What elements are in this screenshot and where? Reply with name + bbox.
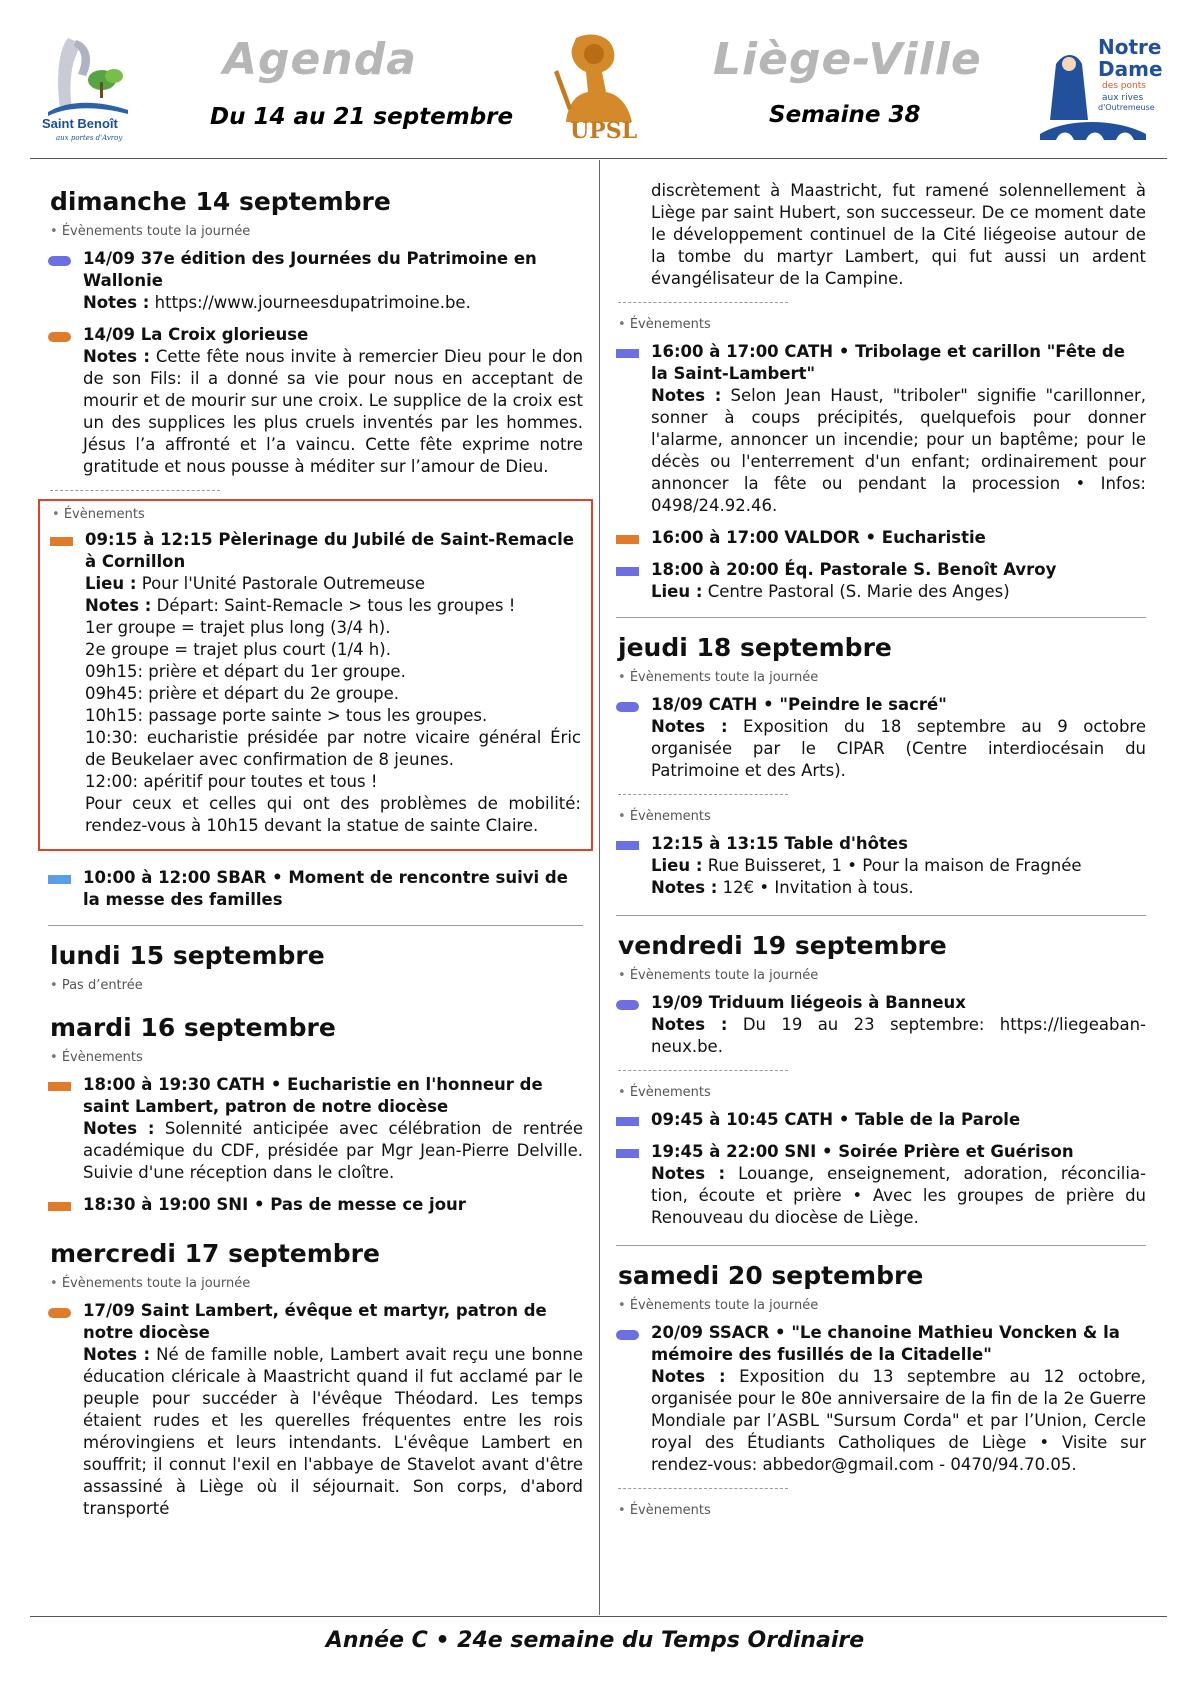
event-notes: 12€ • Invitation à tous. <box>722 878 914 897</box>
notes-label: Notes : <box>651 878 718 897</box>
divider <box>618 302 788 303</box>
notes-line: 12:00: apéritif pour toutes et tous ! <box>85 772 378 791</box>
calendar-marker-icon <box>616 349 639 358</box>
footer-rule <box>30 1616 1167 1617</box>
day-friday <box>616 930 1146 1246</box>
event-notes-continued: discrètement à Maastricht, fut ramené solennellement à Liège par saint Hubert, son successeur. De ce moment date le développement continuel de la Cité liégeoise autour de la tombe du martyr Lambert, qui fut aussi un ardent évangélisateur de la Campine. <box>651 181 1146 288</box>
day-title: vendredi 19 septembre <box>618 931 947 960</box>
calendar-marker-icon <box>48 1082 71 1091</box>
section-all-day: • Évènements toute la journée <box>618 968 1146 984</box>
event-title: 19:45 à 22:00 SNI • Soirée Prière et Guérison <box>651 1142 1074 1161</box>
notes-line: Pour ceux et celles qui ont des problèmes de mobilité: rendez-vous à 10h15 devant la statue de sainte Claire. <box>85 794 581 835</box>
highlighted-event-box <box>38 499 593 851</box>
svg-text:Dame: Dame <box>1098 57 1163 81</box>
section-events: • Évènements <box>52 507 581 523</box>
section-events: • Évènements <box>50 1050 583 1066</box>
section-events: • Évènements <box>618 1503 1146 1519</box>
notes-line: 2e groupe = trajet plus court (1/4 h). <box>85 640 391 659</box>
header-title-right: Liège-Ville <box>713 34 982 85</box>
notes-line: 1er groupe = trajet plus long (3/4 h). <box>85 618 391 637</box>
left-column <box>48 160 583 1520</box>
day-separator <box>616 1245 1146 1246</box>
upsl-logo <box>536 30 656 146</box>
svg-text:UPSL: UPSL <box>570 118 638 144</box>
saint-benoit-logo <box>38 30 134 148</box>
event-item[interactable] <box>616 1322 1146 1476</box>
divider <box>618 1488 788 1489</box>
notes-label: Notes : <box>85 596 152 615</box>
event-item[interactable] <box>616 992 1146 1058</box>
section-events: • Évènements <box>618 1085 1146 1101</box>
calendar-marker-icon <box>48 256 71 266</box>
calendar-marker-icon <box>48 332 71 342</box>
calendar-marker-icon <box>50 537 73 546</box>
event-item[interactable] <box>616 1141 1146 1229</box>
calendar-marker-icon <box>616 1117 639 1126</box>
event-item[interactable] <box>48 248 583 314</box>
event-title: 14/09 37e édition des Journées du Patrimoine en Wallonie <box>83 249 537 290</box>
svg-text:aux portes d'Avroy: aux portes d'Avroy <box>56 134 123 142</box>
calendar-marker-icon <box>48 1308 71 1318</box>
section-all-day: • Évènements toute la journée <box>50 1276 583 1292</box>
event-item[interactable] <box>48 324 583 478</box>
notes-label: Notes : <box>83 293 150 312</box>
section-all-day: • Évènements toute la journée <box>50 224 583 240</box>
event-notes: Né de famille noble, Lambert avait reçu une bonne éducation cléricale à Maastricht quand il fut acclamé par le peuple pour succéder à l'évêque Théodard. Les temps étaient rudes et les querelles fréquentes entre les rois mérovingiens et leurs intendants. L'évêque Lambert en souffrit; il connut l'exil en l'abbaye de Stavelot avant d'être assassiné à Liège où il séjournait. Son corps, d'abord transporté <box>83 1345 584 1518</box>
calendar-marker-icon <box>616 567 639 576</box>
section-all-day: • Évènements toute la journée <box>618 670 1146 686</box>
column-separator <box>599 160 600 1615</box>
divider <box>50 490 220 491</box>
notes-line: 09h15: prière et départ du 1er groupe. <box>85 662 406 681</box>
day-title: samedi 20 septembre <box>618 1261 924 1290</box>
calendar-marker-icon <box>48 875 71 884</box>
event-title: 10:00 à 12:00 SBAR • Moment de rencontre suivi de la messe des familles <box>83 868 568 909</box>
notes-line: 10:30: eucharistie présidée par notre vicaire général Éric de Beukelaer avec confirmation de 8 jeunes. <box>85 728 581 769</box>
day-monday <box>48 940 583 994</box>
event-item[interactable] <box>616 833 1146 899</box>
day-title: mardi 16 septembre <box>50 1013 336 1042</box>
event-notes: Selon Jean Haust, "triboler" signifie "carillonner, sonner à coups précipités, quelquefois pour donner l'alarme, annoncer un incendie; pour un baptême; pour le décès ou l'enterrement d'un enfant; ordinairement pour annoncer la fête ou pendant la procession • Infos: 0498/24.92.46. <box>651 386 1147 515</box>
header-title-left: Agenda <box>223 34 417 85</box>
notes-line: 09h45: prière et départ du 2e groupe. <box>85 684 400 703</box>
event-title: 18/09 CATH • "Peindre le sacré" <box>651 695 947 714</box>
notes-label: Notes : <box>83 1345 151 1364</box>
event-notes: Exposition du 18 septembre au 9 octobre organisée par le CIPAR (Centre interdiocésain du Patrimoine et des Arts). <box>651 717 1147 780</box>
event-item[interactable] <box>616 1109 1146 1131</box>
section-all-day: • Évènements toute la journée <box>618 1298 1146 1314</box>
day-separator <box>616 617 1146 618</box>
day-tuesday <box>48 1012 583 1216</box>
svg-text:aux rives: aux rives <box>1102 93 1144 103</box>
footer-liturgical-week: Année C • 24e semaine du Temps Ordinaire <box>325 1628 865 1653</box>
calendar-marker-icon <box>48 1202 71 1211</box>
event-item[interactable] <box>616 694 1146 782</box>
event-continuation <box>616 180 1146 290</box>
svg-text:d'Outremeuse: d'Outremeuse <box>1098 103 1155 112</box>
svg-text:Saint Benoît: Saint Benoît <box>42 116 118 131</box>
svg-text:des ponts: des ponts <box>1102 81 1146 91</box>
day-title: jeudi 18 septembre <box>618 633 892 662</box>
notes-label: Notes : <box>83 1119 155 1138</box>
event-location: Pour l'Unité Pastorale Outremeuse <box>141 574 426 593</box>
event-notes: Départ: Saint-Remacle > tous les groupes ! <box>156 596 516 615</box>
day-title: mercredi 17 septembre <box>50 1239 380 1268</box>
calendar-marker-icon <box>616 535 639 544</box>
day-wednesday <box>48 1238 583 1520</box>
section-events: • Évènements <box>618 809 1146 825</box>
notes-label: Notes : <box>651 1164 726 1183</box>
header-date-range: Du 14 au 21 septembre <box>210 104 514 130</box>
event-item[interactable] <box>616 341 1146 517</box>
event-title: 19/09 Triduum liégeois à Banneux <box>651 993 966 1012</box>
day-saturday <box>616 1260 1146 1519</box>
event-item[interactable] <box>616 559 1146 603</box>
right-column <box>616 160 1146 1525</box>
event-notes: Solennité anticipée avec célébration de rentrée académique du CDF, présidée par Mgr Jean-Pierre Delville. Suivie d'une réception dans le cloître. <box>83 1119 583 1182</box>
day-title: lundi 15 septembre <box>50 941 325 970</box>
event-location: Centre Pastoral (S. Marie des Anges) <box>707 582 1010 601</box>
event-title: 09:15 à 12:15 Pèlerinage du Jubilé de Saint-Remacle à Cornillon <box>85 530 574 571</box>
calendar-marker-icon <box>616 841 639 850</box>
event-title: 18:00 à 19:30 CATH • Eucharistie en l'honneur de saint Lambert, patron de notre diocèse <box>83 1075 543 1116</box>
day-thursday <box>616 632 1146 916</box>
notes-label: Notes : <box>651 1015 728 1034</box>
event-notes: Louange, enseignement, adoration, réconcilia- tion, écoute et prière • Avec les groupes de prière du Renouveau du diocèse de Liège. <box>651 1164 1147 1227</box>
svg-text:Notre: Notre <box>1098 35 1162 59</box>
event-title: 09:45 à 10:45 CATH • Table de la Parole <box>651 1110 1021 1129</box>
calendar-marker-icon <box>616 1149 639 1158</box>
calendar-marker-icon <box>616 1000 639 1010</box>
event-location: Rue Buisseret, 1 • Pour la maison de Fragnée <box>707 856 1082 875</box>
event-title: 12:15 à 13:15 Table d'hôtes <box>651 834 908 853</box>
header-week: Semaine 38 <box>769 102 921 128</box>
divider <box>618 1070 788 1071</box>
event-notes: Du 19 au 23 septembre: https://liegeaban- neux.be. <box>651 1015 1146 1056</box>
section-events: • Évènements <box>618 317 1146 333</box>
event-item[interactable] <box>616 527 1146 549</box>
notes-label: Notes : <box>651 386 722 405</box>
day-sunday <box>48 186 583 926</box>
divider <box>618 794 788 795</box>
event-item[interactable] <box>48 1300 583 1520</box>
notes-line: 10h15: passage porte sainte > tous les groupes. <box>85 706 488 725</box>
notes-label: Notes : <box>651 717 728 736</box>
lieu-label: Lieu : <box>85 574 137 593</box>
lieu-label: Lieu : <box>651 582 703 601</box>
event-notes: Cette fête nous invite à remercier Dieu pour le don de son Fils: il a donné sa vie pour nous en acceptant de mourir et de mourir sur une croix. Le supplice de la croix est un des supplices les plus cruels inventés par les hommes. Jésus l’a affronté et l’a vaincu. Cette fête exprime notre gratitude et nous pousse à méditer sur l’amour de Dieu. <box>83 347 584 476</box>
event-item[interactable] <box>50 529 581 837</box>
event-title: 16:00 à 17:00 VALDOR • Eucharistie <box>651 528 986 547</box>
event-title: 14/09 La Croix glorieuse <box>83 325 309 344</box>
day-title: dimanche 14 septembre <box>50 187 391 216</box>
event-item[interactable] <box>48 867 583 911</box>
calendar-marker-icon <box>616 702 639 712</box>
section-no-entry: • Pas d’entrée <box>50 978 583 994</box>
notre-dame-logo <box>1036 34 1163 148</box>
notes-label: Notes : <box>83 347 151 366</box>
notes-label: Notes : <box>651 1367 726 1386</box>
event-item[interactable] <box>48 1194 583 1216</box>
event-title: 20/09 SSACR • "Le chanoine Mathieu Voncken & la mémoire des fusillés de la Citadelle" <box>651 1323 1120 1364</box>
event-item[interactable] <box>48 1074 583 1184</box>
day-separator <box>616 915 1146 916</box>
day-separator <box>48 925 583 926</box>
event-notes[interactable]: https://www.journeesdupatrimoine.be. <box>154 293 471 312</box>
event-title: 16:00 à 17:00 CATH • Tribolage et carillon "Fête de la Saint-Lambert" <box>651 342 1125 383</box>
lieu-label: Lieu : <box>651 856 703 875</box>
header-rule <box>30 158 1167 159</box>
event-title: 18:30 à 19:00 SNI • Pas de messe ce jour <box>83 1195 466 1214</box>
event-title: 17/09 Saint Lambert, évêque et martyr, patron de notre diocèse <box>83 1301 547 1342</box>
event-notes: Exposition du 13 septembre au 12 octobre, organisée pour le 80e anniversaire de la fin de la 2e Guerre Mondiale par l’ASBL "Sursum Corda" et par l’Union, Cercle royal des Étudiants Catholiques de Liège • Visite sur rendez-vous: abbedor@gmail.com - 0470/94.70.05. <box>651 1367 1146 1474</box>
event-title: 18:00 à 20:00 Éq. Pastorale S. Benoît Avroy <box>651 560 1057 579</box>
calendar-marker-icon <box>616 1330 639 1340</box>
